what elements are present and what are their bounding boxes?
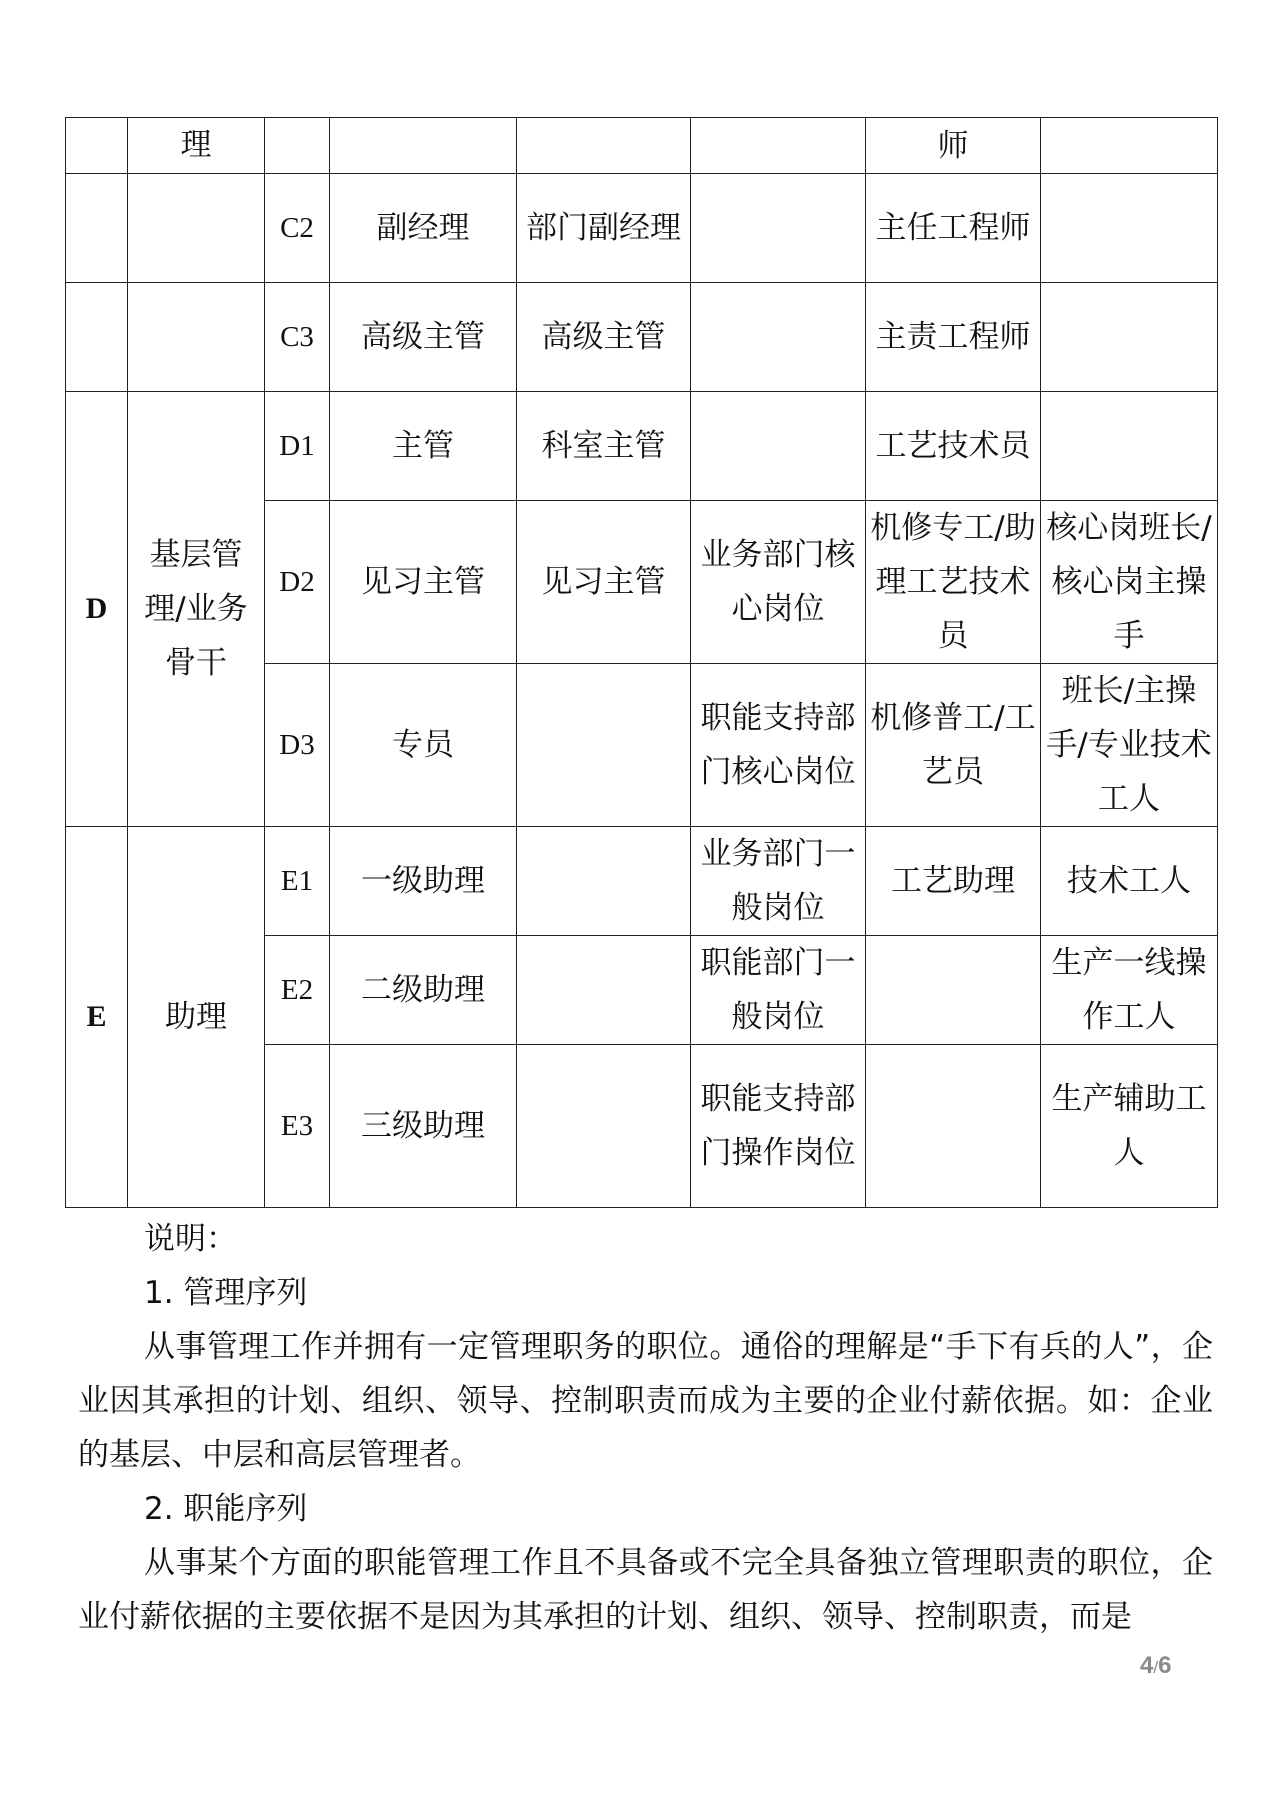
tech-cell: 工艺助理 xyxy=(866,827,1041,936)
grade-code-cell: E2 xyxy=(265,936,330,1045)
func-cell xyxy=(517,664,691,827)
page-number xyxy=(1140,1652,1171,1680)
notes-section xyxy=(78,1212,1213,1644)
ops-cell: 生产辅助工人 xyxy=(1041,1045,1218,1208)
tech-cell: 机修普工/工艺员 xyxy=(866,664,1041,827)
table-row-continuation xyxy=(66,118,1218,174)
tech-cell xyxy=(866,1045,1041,1208)
mgmt-cell xyxy=(330,118,517,174)
mgmt-cell: 一级助理 xyxy=(330,827,517,936)
biz-cell xyxy=(691,174,866,283)
mgmt-cell: 主管 xyxy=(330,392,517,501)
func-cell: 高级主管 xyxy=(517,283,691,392)
ops-cell xyxy=(1041,283,1218,392)
grade-code-cell: E1 xyxy=(265,827,330,936)
page-separator: / xyxy=(1153,1658,1159,1677)
grade-code-cell: D1 xyxy=(265,392,330,501)
grade-letter-cell xyxy=(66,283,128,392)
ops-cell xyxy=(1041,392,1218,501)
grade-letter-cell: E xyxy=(66,827,128,1208)
table-row-e1 xyxy=(66,827,1218,936)
mgmt-cell: 见习主管 xyxy=(330,501,517,664)
grade-letter-cell xyxy=(66,118,128,174)
grade-code-cell: D3 xyxy=(265,664,330,827)
grade-name-cell: 基层管理/业务骨干 xyxy=(128,392,265,827)
grade-name-cell: 理 xyxy=(128,118,265,174)
func-cell xyxy=(517,118,691,174)
ops-cell: 核心岗班长/核心岗主操手 xyxy=(1041,501,1218,664)
ops-cell xyxy=(1041,174,1218,283)
biz-cell xyxy=(691,283,866,392)
grade-code-cell: E3 xyxy=(265,1045,330,1208)
grade-code-cell xyxy=(265,118,330,174)
mgmt-cell: 高级主管 xyxy=(330,283,517,392)
grade-code-cell: D2 xyxy=(265,501,330,664)
grade-name-cell xyxy=(128,283,265,392)
mgmt-cell: 专员 xyxy=(330,664,517,827)
tech-cell: 机修专工/助理工艺技术员 xyxy=(866,501,1041,664)
func-cell xyxy=(517,1045,691,1208)
grade-letter-cell: D xyxy=(66,392,128,827)
func-cell xyxy=(517,827,691,936)
ops-cell: 技术工人 xyxy=(1041,827,1218,936)
ops-cell: 生产一线操作工人 xyxy=(1041,936,1218,1045)
func-cell: 部门副经理 xyxy=(517,174,691,283)
biz-cell xyxy=(691,118,866,174)
notes-heading: 说明： xyxy=(144,1221,237,1257)
mgmt-cell: 三级助理 xyxy=(330,1045,517,1208)
table-row-c2 xyxy=(66,174,1218,283)
grade-letter-cell xyxy=(66,174,128,283)
page-total: 6 xyxy=(1158,1652,1172,1679)
table-row-c3 xyxy=(66,283,1218,392)
func-cell xyxy=(517,936,691,1045)
mgmt-cell: 副经理 xyxy=(330,174,517,283)
tech-cell: 主责工程师 xyxy=(866,283,1041,392)
func-cell: 科室主管 xyxy=(517,392,691,501)
func-cell: 见习主管 xyxy=(517,501,691,664)
ops-cell xyxy=(1041,118,1218,174)
biz-cell: 职能支持部门操作岗位 xyxy=(691,1045,866,1208)
notes-item2-title: 2. 职能序列 xyxy=(144,1491,308,1527)
notes-item1-body: 从事管理工作并拥有一定管理职务的职位。通俗的理解是“手下有兵的人”，企业因其承担的计划、组织、领导、控制职责而成为主要的企业付薪依据。如：企业的基层、中层和高层管理者。 xyxy=(78,1329,1213,1473)
tech-cell: 主任工程师 xyxy=(866,174,1041,283)
tech-cell xyxy=(866,936,1041,1045)
tech-cell: 师 xyxy=(866,118,1041,174)
ops-cell: 班长/主操手/专业技术工人 xyxy=(1041,664,1218,827)
biz-cell: 职能支持部门核心岗位 xyxy=(691,664,866,827)
table-row-d1 xyxy=(66,392,1218,501)
mgmt-cell: 二级助理 xyxy=(330,936,517,1045)
biz-cell: 业务部门核心岗位 xyxy=(691,501,866,664)
grade-name-cell xyxy=(128,174,265,283)
page-current: 4 xyxy=(1140,1652,1154,1679)
tech-cell: 工艺技术员 xyxy=(866,392,1041,501)
biz-cell: 业务部门一般岗位 xyxy=(691,827,866,936)
notes-item2-body: 从事某个方面的职能管理工作且不具备或不完全具备独立管理职责的职位，企业付薪依据的主要依据不是因为其承担的计划、组织、领导、控制职责，而是 xyxy=(78,1545,1213,1635)
biz-cell xyxy=(691,392,866,501)
job-grade-table xyxy=(65,117,1218,1208)
biz-cell: 职能部门一般岗位 xyxy=(691,936,866,1045)
notes-item1-title: 1. 管理序列 xyxy=(144,1275,308,1311)
grade-code-cell: C2 xyxy=(265,174,330,283)
grade-name-cell: 助理 xyxy=(128,827,265,1208)
grade-code-cell: C3 xyxy=(265,283,330,392)
